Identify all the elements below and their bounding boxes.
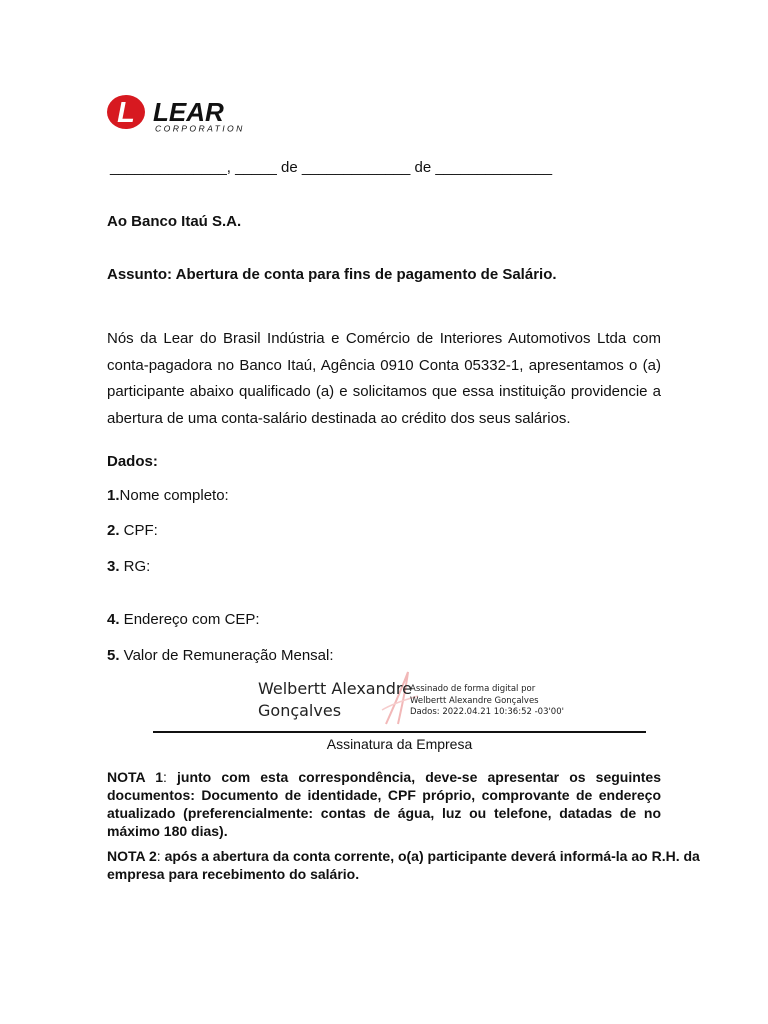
field-label: RG: xyxy=(119,558,151,575)
data-heading: Dados: xyxy=(107,453,158,470)
signature-caption: Assinatura da Empresa xyxy=(326,736,473,752)
signature-details xyxy=(410,684,564,719)
note-separator: : xyxy=(163,769,178,785)
logo-name: LEAR xyxy=(153,97,224,127)
field-label: CPF: xyxy=(119,522,158,539)
field-endereco xyxy=(107,610,260,630)
logo-letter: L xyxy=(117,97,135,129)
field-number: 1. xyxy=(107,487,120,504)
signature-info-line1: Assinado de forma digital por xyxy=(410,684,536,694)
note-1 xyxy=(107,768,661,840)
field-number: 5. xyxy=(107,647,120,664)
note-2 xyxy=(107,847,707,883)
field-label: Endereço com CEP: xyxy=(119,611,260,628)
signer-name-line1: Welbertt Alexandre xyxy=(258,679,412,698)
field-rg xyxy=(107,557,150,577)
field-number: 2. xyxy=(107,522,120,539)
note-text: após a abertura da conta corrente, o(a) participante deverá informá-la ao R.H. da empresa para recebimento do salário. xyxy=(107,848,700,882)
note-separator: : xyxy=(156,848,165,864)
signer-name-line2: Gonçalves xyxy=(258,701,342,720)
lear-logo-graphic xyxy=(107,92,267,134)
date-line: ______________, _____ de _____________ de ______________ xyxy=(110,159,553,176)
note-label: NOTA 1 xyxy=(107,769,164,785)
body-paragraph: Nós da Lear do Brasil Indústria e Comércio de Interiores Automotivos Ltda com conta-pagadora no Banco Itaú, Agência 0910 Conta 05332-1, apresentamos o (a) participante abaixo qualificado (a) e solicitamos que essa instituição providencie a abertura de uma conta-salário destinada ao crédito dos seus salários. xyxy=(107,330,661,428)
note-text: junto com esta correspondência, deve-se apresentar os seguintes documentos: Documento de identidade, CPF próprio, comprovante de endereço atualizado (preferencialmente: contas de água, luz ou telefone, datadas de no máximo 180 dias). xyxy=(107,769,662,839)
signature-info-line2: Welbertt Alexandre Gonçalves xyxy=(410,695,539,706)
field-label: Nome completo: xyxy=(119,487,229,504)
field-label: Valor de Remuneração Mensal: xyxy=(119,647,334,664)
subject: Assunto: Abertura de conta para fins de pagamento de Salário. xyxy=(107,266,557,283)
signature-signer-name xyxy=(258,678,412,722)
field-nome-completo xyxy=(107,486,229,506)
logo-subtitle: CORPORATION xyxy=(155,123,245,134)
lear-logo xyxy=(107,92,267,134)
field-number: 4. xyxy=(107,611,120,628)
signature-rule xyxy=(153,731,646,733)
field-cpf xyxy=(107,521,158,541)
signature-info-line3: Dados: 2022.04.21 10:36:52 -03'00' xyxy=(410,707,564,717)
recipient: Ao Banco Itaú S.A. xyxy=(107,213,242,230)
field-number: 3. xyxy=(107,558,120,575)
note-label: NOTA 2 xyxy=(107,848,157,864)
field-remuneracao xyxy=(107,646,334,666)
